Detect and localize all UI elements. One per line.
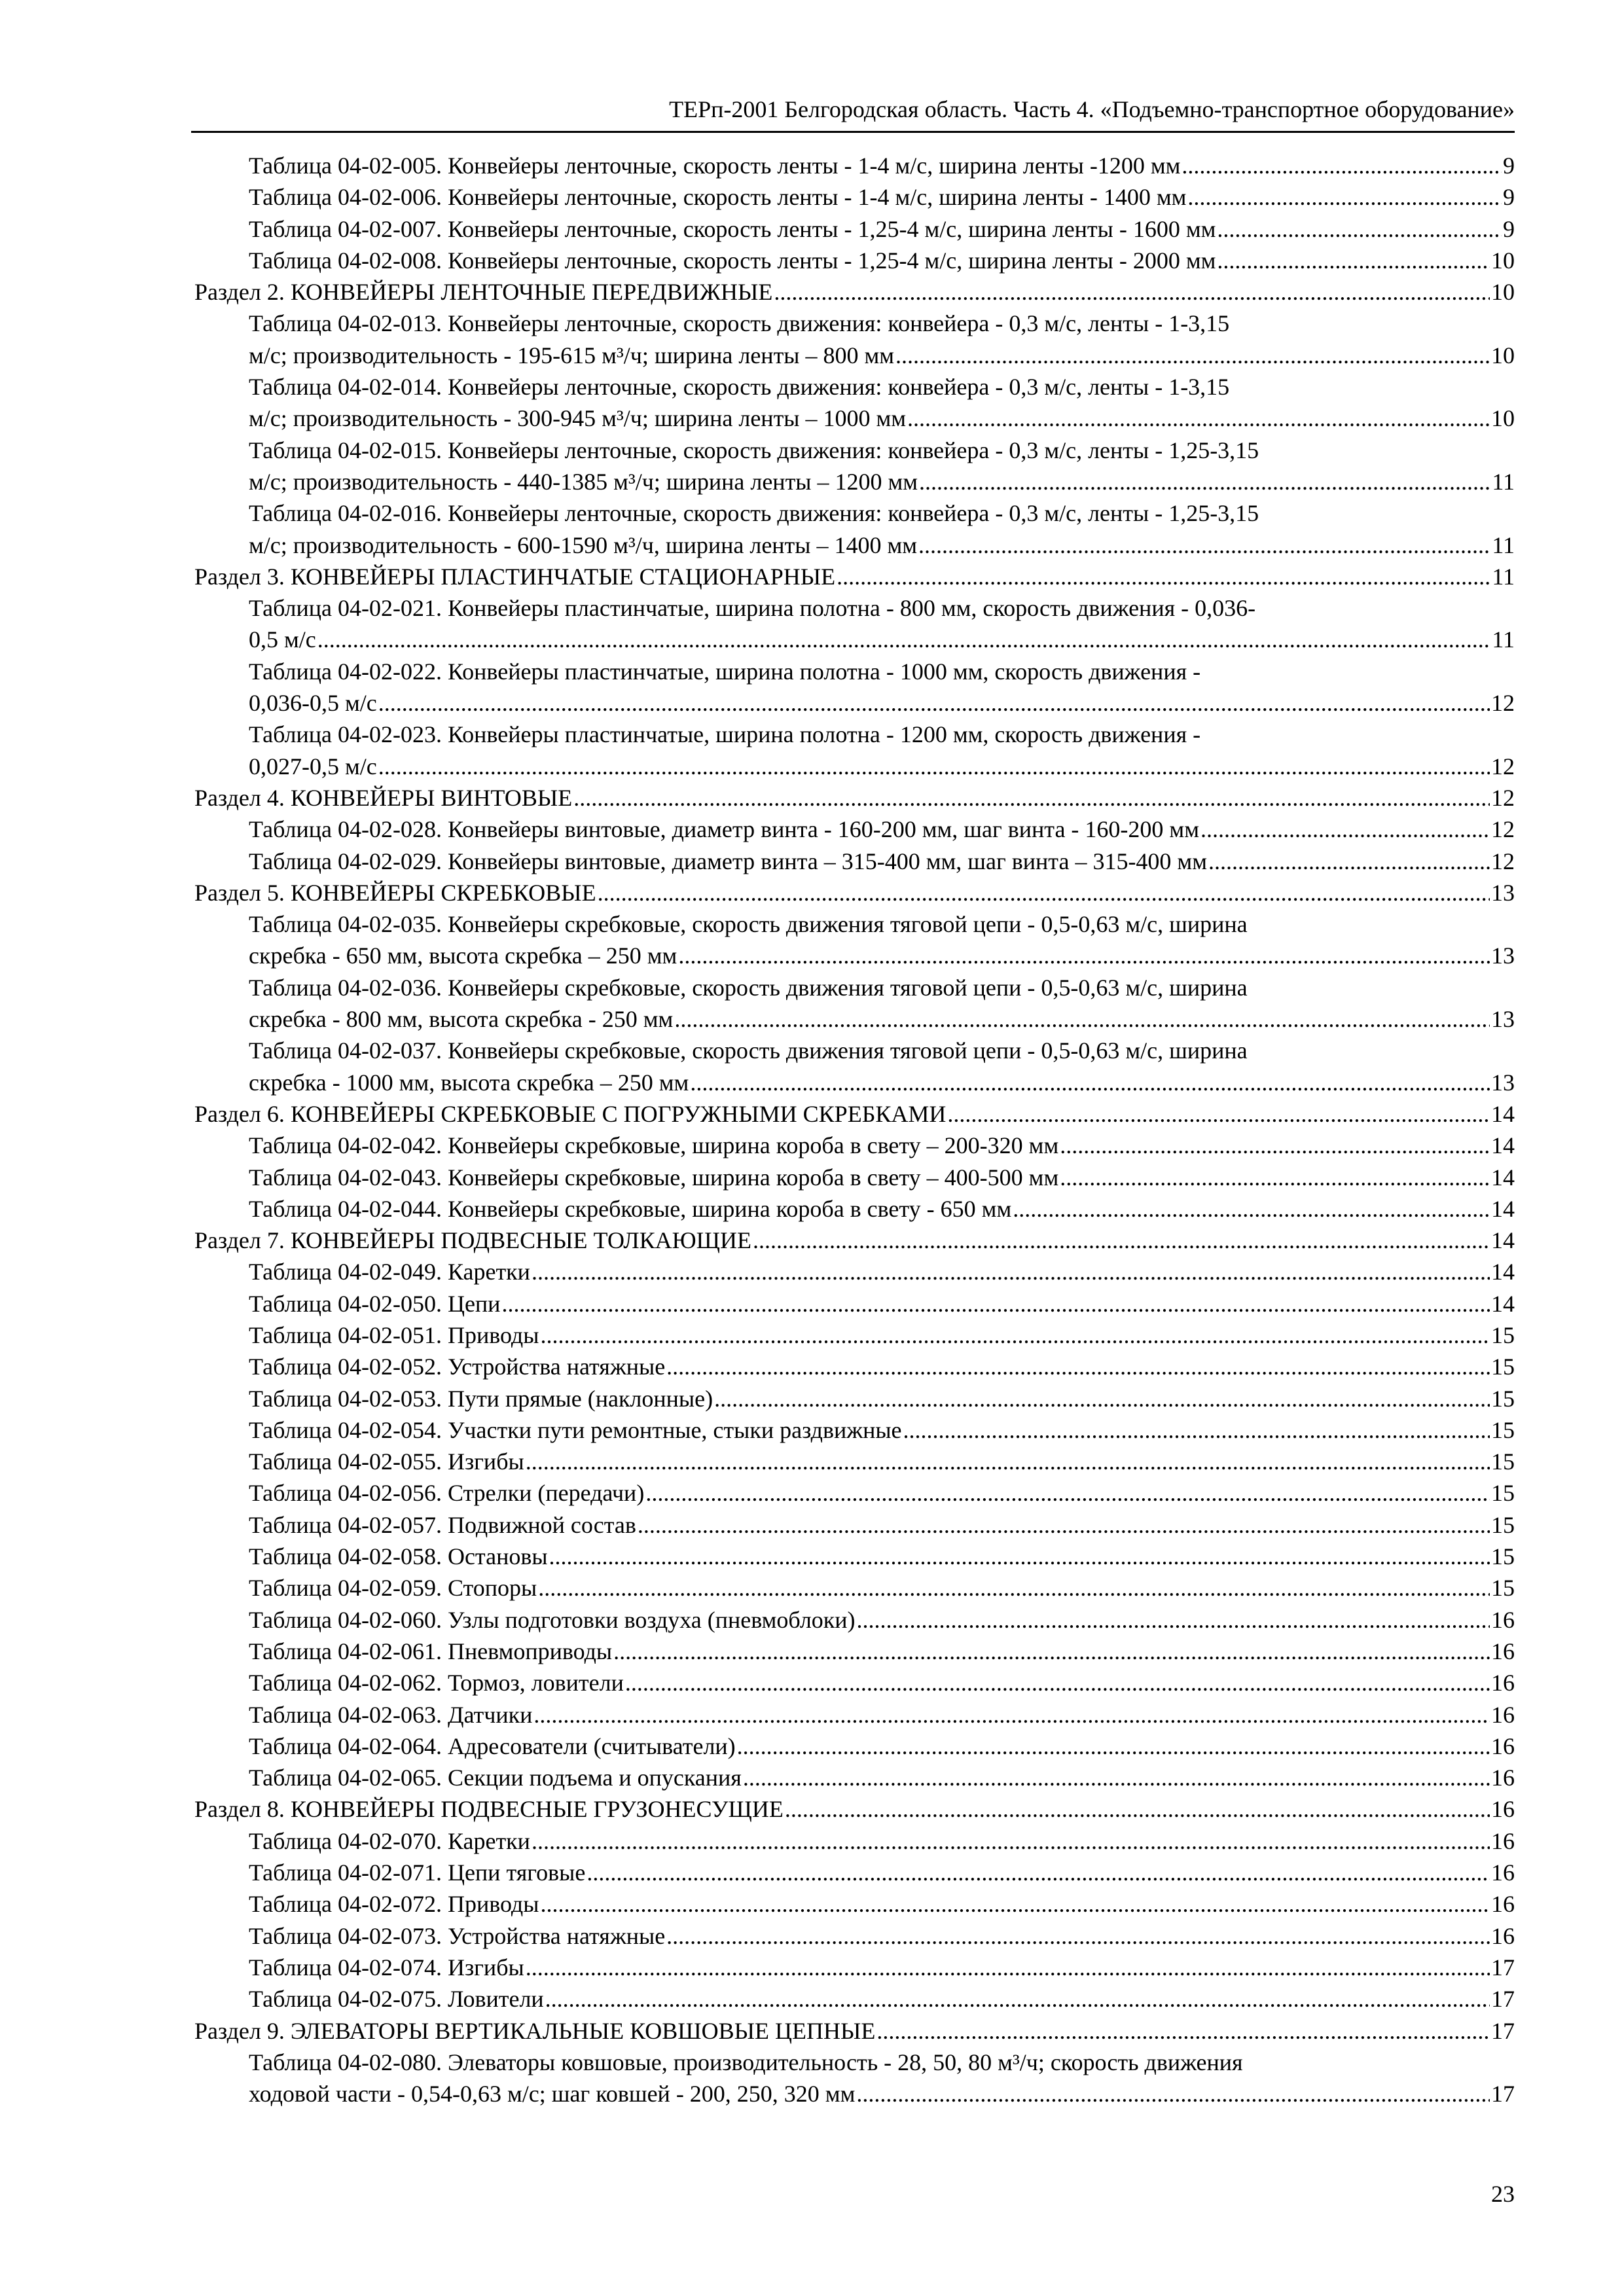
toc-page-number: 13 bbox=[1491, 1006, 1515, 1033]
toc-entry-last-line bbox=[249, 1509, 1515, 1541]
toc-page-number: 16 bbox=[1491, 1606, 1515, 1633]
toc-table-entry[interactable] bbox=[194, 245, 1515, 276]
running-header: ТЕРп-2001 Белгородская область. Часть 4. «Подъемно-транспортное оборудование» bbox=[669, 96, 1515, 122]
toc-entry-last-line bbox=[249, 466, 1515, 497]
toc-entry-last-line bbox=[249, 1477, 1515, 1509]
toc-entry-title: Таблица 04-02-075. Ловители bbox=[249, 1986, 544, 2013]
toc-table-entry[interactable] bbox=[194, 150, 1515, 181]
toc-entry-last-line bbox=[249, 1162, 1515, 1193]
toc-entry-title: Таблица 04-02-057. Подвижной состав bbox=[249, 1511, 636, 1538]
toc-table-entry[interactable] bbox=[194, 1825, 1515, 1857]
toc-page-number: 13 bbox=[1491, 942, 1515, 969]
toc-entry-last-line bbox=[249, 403, 1515, 434]
toc-entry-title: Таблица 04-02-056. Стрелки (передачи) bbox=[249, 1480, 645, 1507]
toc-entry-last-line bbox=[249, 1446, 1515, 1477]
toc-table-entry[interactable] bbox=[194, 656, 1515, 719]
toc-page-number: 10 bbox=[1491, 405, 1515, 432]
toc-entry-line: Таблица 04-02-035. Конвейеры скребковые, скорость движения тяговой цепи - 0,5-0,63 м/с, ширина bbox=[249, 911, 1248, 938]
dot-leader bbox=[532, 1256, 1490, 1287]
toc-table-entry[interactable] bbox=[194, 435, 1515, 498]
toc-table-entry[interactable] bbox=[194, 1130, 1515, 1161]
dot-leader bbox=[532, 1825, 1490, 1857]
toc-entry-title: Таблица 04-02-058. Остановы bbox=[249, 1543, 548, 1570]
toc-entry-title: Таблица 04-02-070. Каретки bbox=[249, 1827, 530, 1854]
toc-entry-title: Таблица 04-02-028. Конвейеры винтовые, диаметр винта - 160-200 мм, шаг винта - 160-200 мм bbox=[249, 816, 1199, 843]
dot-leader bbox=[895, 340, 1490, 371]
toc-page-number: 16 bbox=[1491, 1765, 1515, 1791]
toc-entry-last-line bbox=[249, 2078, 1515, 2109]
toc-table-entry[interactable] bbox=[194, 1288, 1515, 1319]
dot-leader bbox=[1187, 181, 1502, 213]
toc-table-entry[interactable] bbox=[194, 1857, 1515, 1888]
toc-entry-last-line bbox=[249, 1731, 1515, 1762]
toc-entry-last-line bbox=[249, 687, 1515, 719]
toc-entry-line: Таблица 04-02-015. Конвейеры ленточные, скорость движения: конвейера - 0,3 м/с, ленты - 1,25-3,15 bbox=[249, 437, 1259, 463]
dot-leader bbox=[907, 403, 1490, 434]
toc-table-entry[interactable] bbox=[194, 1636, 1515, 1667]
dot-leader bbox=[666, 1351, 1490, 1382]
toc-entry-line: Таблица 04-02-021. Конвейеры пластинчатые, ширина полотна - 800 мм, скорость движения - 0,036- bbox=[249, 595, 1256, 622]
toc-page-number: 17 bbox=[1491, 2017, 1515, 2044]
toc-entry-last-line bbox=[249, 1699, 1515, 1731]
toc-entry-title: Таблица 04-02-063. Датчики bbox=[249, 1701, 533, 1728]
toc-entry-last-line bbox=[249, 1604, 1515, 1636]
header-divider bbox=[191, 131, 1515, 133]
toc-page-number: 10 bbox=[1491, 279, 1515, 306]
toc-table-entry[interactable] bbox=[194, 371, 1515, 435]
toc-table-entry[interactable] bbox=[194, 1667, 1515, 1698]
dot-leader bbox=[526, 1446, 1490, 1477]
toc-entry-last-line bbox=[249, 846, 1515, 877]
toc-page-number: 9 bbox=[1503, 184, 1515, 211]
dot-leader bbox=[549, 1541, 1490, 1572]
toc-entry-last-line bbox=[249, 1383, 1515, 1414]
toc-table-entry[interactable] bbox=[194, 1414, 1515, 1446]
toc-page-number: 11 bbox=[1492, 626, 1515, 653]
toc-page-number: 10 bbox=[1491, 247, 1515, 274]
toc-page-number: 15 bbox=[1491, 1416, 1515, 1443]
toc-entry-last-line bbox=[249, 1130, 1515, 1161]
toc-entry-title: 0,5 м/с bbox=[249, 626, 316, 653]
toc-table-entry[interactable] bbox=[194, 1983, 1515, 2015]
toc-section-entry[interactable] bbox=[194, 1793, 1515, 1825]
dot-leader bbox=[714, 1383, 1490, 1414]
toc-table-entry[interactable] bbox=[194, 2047, 1515, 2110]
toc-entry-last-line bbox=[249, 1288, 1515, 1319]
toc-entry-title: Таблица 04-02-006. Конвейеры ленточные, скорость ленты - 1-4 м/с, ширина ленты - 1400 мм bbox=[249, 184, 1187, 211]
toc-table-entry[interactable] bbox=[194, 1762, 1515, 1793]
dot-leader bbox=[378, 751, 1490, 782]
toc-entry-title: Таблица 04-02-059. Стопоры bbox=[249, 1575, 537, 1602]
toc-page-number: 14 bbox=[1491, 1259, 1515, 1285]
toc-entry-line: Таблица 04-02-037. Конвейеры скребковые, скорость движения тяговой цепи - 0,5-0,63 м/с, ширина bbox=[249, 1037, 1248, 1064]
toc-table-entry[interactable] bbox=[194, 181, 1515, 213]
toc-entry-line: Таблица 04-02-013. Конвейеры ленточные, скорость движения: конвейера - 0,3 м/с, ленты - 1-3,15 bbox=[249, 310, 1230, 337]
toc-page-number: 14 bbox=[1491, 1227, 1515, 1254]
toc-entry-last-line bbox=[249, 814, 1515, 845]
toc-page-number: 16 bbox=[1491, 1922, 1515, 1949]
toc-entry-title: Раздел 2. КОНВЕЙЕРЫ ЛЕНТОЧНЫЕ ПЕРЕДВИЖНЫЕ bbox=[194, 279, 773, 306]
toc-page-number: 16 bbox=[1491, 1859, 1515, 1886]
toc-entry-title: Таблица 04-02-054. Участки пути ремонтные, стыки раздвижные bbox=[249, 1416, 902, 1443]
toc-page-number: 17 bbox=[1491, 2081, 1515, 2108]
toc-entry-last-line bbox=[249, 1067, 1515, 1098]
toc-table-entry[interactable] bbox=[194, 1731, 1515, 1762]
toc-entry-line: Таблица 04-02-022. Конвейеры пластинчатые, ширина полотна - 1000 мм, скорость движения - bbox=[249, 658, 1201, 685]
dot-leader bbox=[857, 1604, 1490, 1636]
toc-table-entry[interactable] bbox=[194, 1888, 1515, 1920]
dot-leader bbox=[573, 782, 1490, 814]
toc-page-number: 16 bbox=[1491, 1827, 1515, 1854]
dot-leader bbox=[1013, 1193, 1490, 1225]
dot-leader bbox=[774, 276, 1490, 308]
toc-page-number: 13 bbox=[1491, 879, 1515, 906]
dot-leader bbox=[1060, 1162, 1490, 1193]
toc-entry-last-line bbox=[249, 624, 1515, 655]
toc-entry-last-line bbox=[249, 1319, 1515, 1351]
toc-entry-last-line bbox=[249, 1256, 1515, 1287]
toc-table-entry[interactable] bbox=[194, 1920, 1515, 1952]
toc-entry-title: Таблица 04-02-051. Приводы bbox=[249, 1321, 539, 1348]
toc-table-entry[interactable] bbox=[194, 1351, 1515, 1382]
toc-entry-last-line bbox=[249, 181, 1515, 213]
dot-leader bbox=[876, 2015, 1490, 2047]
dot-leader bbox=[526, 1952, 1490, 1983]
toc-entry-last-line bbox=[249, 150, 1515, 181]
toc-entry-title: Таблица 04-02-072. Приводы bbox=[249, 1891, 539, 1918]
toc-entry-title: скребка - 800 мм, высота скребка - 250 мм bbox=[249, 1006, 674, 1033]
toc-entry-title: 0,027-0,5 м/с bbox=[249, 753, 377, 780]
toc-page-number: 11 bbox=[1492, 563, 1515, 590]
toc-page-number: 15 bbox=[1491, 1575, 1515, 1602]
toc-section-entry[interactable] bbox=[194, 782, 1515, 814]
toc-entry-last-line bbox=[249, 1825, 1515, 1857]
toc-entry-last-line bbox=[194, 877, 1515, 908]
dot-leader bbox=[598, 877, 1490, 908]
toc-entry-title: Таблица 04-02-008. Конвейеры ленточные, скорость ленты - 1,25-4 м/с, ширина ленты - 2000 мм bbox=[249, 247, 1216, 274]
toc-table-entry[interactable] bbox=[194, 908, 1515, 972]
toc-entry-title: Таблица 04-02-064. Адресователи (считыватели) bbox=[249, 1732, 736, 1759]
toc-entry-title: Таблица 04-02-044. Конвейеры скребковые, ширина короба в свету - 650 мм bbox=[249, 1195, 1012, 1222]
toc-entry-title: Таблица 04-02-042. Конвейеры скребковые, ширина короба в свету – 200-320 мм bbox=[249, 1132, 1059, 1159]
toc-entry-title: Раздел 4. КОНВЕЙЕРЫ ВИНТОВЫЕ bbox=[194, 784, 573, 811]
dot-leader bbox=[753, 1225, 1490, 1256]
toc-entry-last-line bbox=[249, 1762, 1515, 1793]
toc-page-number: 16 bbox=[1491, 1701, 1515, 1728]
toc-entry-title: Таблица 04-02-071. Цепи тяговые bbox=[249, 1859, 586, 1886]
dot-leader bbox=[586, 1857, 1490, 1888]
toc-table-entry[interactable] bbox=[194, 1541, 1515, 1572]
toc-section-entry[interactable] bbox=[194, 1225, 1515, 1256]
toc-entry-line: Таблица 04-02-016. Конвейеры ленточные, скорость движения: конвейера - 0,3 м/с, ленты - 1,25-3,15 bbox=[249, 500, 1259, 527]
toc-page-number: 16 bbox=[1491, 1732, 1515, 1759]
toc-section-entry[interactable] bbox=[194, 877, 1515, 908]
toc-entry-title: Раздел 6. КОНВЕЙЕРЫ СКРЕБКОВЫЕ С ПОГРУЖНЫМИ СКРЕБКАМИ bbox=[194, 1100, 947, 1127]
dot-leader bbox=[678, 940, 1490, 971]
toc-entry-last-line bbox=[249, 245, 1515, 276]
toc-entry-last-line bbox=[249, 1857, 1515, 1888]
toc-table-entry[interactable] bbox=[194, 1035, 1515, 1098]
dot-leader bbox=[1200, 814, 1490, 845]
dot-leader bbox=[1208, 846, 1490, 877]
dot-leader bbox=[737, 1731, 1490, 1762]
toc-page-number: 15 bbox=[1491, 1385, 1515, 1412]
toc-page-number: 16 bbox=[1491, 1796, 1515, 1823]
dot-leader bbox=[918, 529, 1490, 561]
toc-entry-title: Таблица 04-02-062. Тормоз, ловители bbox=[249, 1670, 624, 1696]
toc-entry-last-line bbox=[194, 782, 1515, 814]
toc-table-entry[interactable] bbox=[194, 1699, 1515, 1731]
toc-table-entry[interactable] bbox=[194, 719, 1515, 782]
toc-entry-last-line bbox=[249, 1636, 1515, 1667]
page-number: 23 bbox=[1491, 2181, 1515, 2207]
toc-entry-last-line bbox=[249, 1414, 1515, 1446]
toc-page-number: 9 bbox=[1503, 215, 1515, 242]
toc-entry-last-line bbox=[249, 1003, 1515, 1035]
toc-page-number: 14 bbox=[1491, 1195, 1515, 1222]
dot-leader bbox=[501, 1288, 1490, 1319]
toc-entry-title: Раздел 8. КОНВЕЙЕРЫ ПОДВЕСНЫЕ ГРУЗОНЕСУЩИЕ bbox=[194, 1796, 784, 1823]
toc-table-entry[interactable] bbox=[194, 592, 1515, 656]
dot-leader bbox=[638, 1509, 1490, 1541]
dot-leader bbox=[1217, 213, 1502, 245]
toc-entry-last-line bbox=[249, 1952, 1515, 1983]
toc-entry-last-line bbox=[249, 1983, 1515, 2015]
toc-page-number: 15 bbox=[1491, 1448, 1515, 1475]
toc-entry-last-line bbox=[249, 213, 1515, 245]
dot-leader bbox=[1060, 1130, 1490, 1161]
toc-table-entry[interactable] bbox=[194, 1477, 1515, 1509]
toc-entry-title: м/с; производительность - 600-1590 м³/ч, ширина ленты – 1400 мм bbox=[249, 531, 918, 558]
toc-entry-title: м/с; производительность - 195-615 м³/ч; ширина ленты – 800 мм bbox=[249, 342, 895, 368]
dot-leader bbox=[1217, 245, 1490, 276]
toc-entry-title: Таблица 04-02-043. Конвейеры скребковые, ширина короба в свету – 400-500 мм bbox=[249, 1164, 1059, 1191]
toc-entry-title: Таблица 04-02-061. Пневмоприводы bbox=[249, 1638, 613, 1664]
toc-table-entry[interactable] bbox=[194, 1193, 1515, 1225]
toc-entry-title: м/с; производительность - 440-1385 м³/ч; ширина ленты – 1200 мм bbox=[249, 468, 918, 495]
toc-entry-last-line bbox=[249, 1541, 1515, 1572]
toc-page-number: 15 bbox=[1491, 1321, 1515, 1348]
toc-entry-last-line bbox=[249, 940, 1515, 971]
toc-entry-line: Таблица 04-02-080. Элеваторы ковшовые, производительность - 28, 50, 80 м³/ч; скорость движения bbox=[249, 2049, 1243, 2075]
dot-leader bbox=[690, 1067, 1490, 1098]
toc-page-number: 16 bbox=[1491, 1638, 1515, 1664]
dot-leader bbox=[947, 1098, 1490, 1130]
toc-entry-title: Раздел 5. КОНВЕЙЕРЫ СКРЕБКОВЫЕ bbox=[194, 879, 596, 906]
dot-leader bbox=[533, 1699, 1490, 1731]
toc-table-entry[interactable] bbox=[194, 1952, 1515, 1983]
toc-entry-last-line bbox=[249, 1351, 1515, 1382]
toc-page-number: 11 bbox=[1492, 531, 1515, 558]
dot-leader bbox=[837, 561, 1490, 592]
toc-section-entry[interactable] bbox=[194, 276, 1515, 308]
toc-page-number: 16 bbox=[1491, 1891, 1515, 1918]
toc-table-entry[interactable] bbox=[194, 497, 1515, 561]
toc-entry-last-line bbox=[249, 751, 1515, 782]
dot-leader bbox=[1182, 150, 1502, 181]
dot-leader bbox=[540, 1888, 1490, 1920]
toc-entry-last-line bbox=[249, 1920, 1515, 1952]
toc-entry-line: Таблица 04-02-023. Конвейеры пластинчатые, ширина полотна - 1200 мм, скорость движения - bbox=[249, 721, 1201, 748]
dot-leader bbox=[903, 1414, 1490, 1446]
toc-table-entry[interactable] bbox=[194, 814, 1515, 845]
toc-entry-title: Таблица 04-02-055. Изгибы bbox=[249, 1448, 524, 1475]
dot-leader bbox=[645, 1477, 1490, 1509]
toc-entry-title: Таблица 04-02-029. Конвейеры винтовые, диаметр винта – 315-400 мм, шаг винта – 315-400 мм bbox=[249, 848, 1207, 874]
dot-leader bbox=[378, 687, 1490, 719]
toc-entry-title: скребка - 1000 мм, высота скребка – 250 мм bbox=[249, 1069, 689, 1096]
dot-leader bbox=[666, 1920, 1490, 1952]
toc-page-number: 12 bbox=[1491, 848, 1515, 874]
toc-page-number: 14 bbox=[1491, 1100, 1515, 1127]
toc-entry-last-line bbox=[194, 1793, 1515, 1825]
toc-table-entry[interactable] bbox=[194, 1446, 1515, 1477]
toc-entry-title: Таблица 04-02-050. Цепи bbox=[249, 1290, 501, 1317]
toc-entry-title: Таблица 04-02-053. Пути прямые (наклонные) bbox=[249, 1385, 713, 1412]
dot-leader bbox=[743, 1762, 1490, 1793]
toc-page-number: 12 bbox=[1491, 690, 1515, 717]
dot-leader bbox=[613, 1636, 1490, 1667]
toc-entry-title: Таблица 04-02-073. Устройства натяжные bbox=[249, 1922, 666, 1949]
toc-entry-last-line bbox=[249, 1572, 1515, 1604]
toc-table-entry[interactable] bbox=[194, 1604, 1515, 1636]
toc-page-number: 11 bbox=[1492, 468, 1515, 495]
toc-entry-title: Таблица 04-02-005. Конвейеры ленточные, скорость ленты - 1-4 м/с, ширина ленты -1200 мм bbox=[249, 152, 1181, 179]
toc-table-entry[interactable] bbox=[194, 1319, 1515, 1351]
toc-entry-last-line bbox=[249, 1193, 1515, 1225]
toc-page-number: 17 bbox=[1491, 1986, 1515, 2013]
toc-entry-title: Таблица 04-02-060. Узлы подготовки воздуха (пневмоблоки) bbox=[249, 1606, 856, 1633]
toc-page-number: 17 bbox=[1491, 1954, 1515, 1981]
toc-page-number: 12 bbox=[1491, 753, 1515, 780]
toc-entry-title: скребка - 650 мм, высота скребка – 250 мм bbox=[249, 942, 677, 969]
dot-leader bbox=[545, 1983, 1490, 2015]
toc-entry-title: Раздел 9. ЭЛЕВАТОРЫ ВЕРТИКАЛЬНЫЕ КОВШОВЫЕ ЦЕПНЫЕ bbox=[194, 2017, 876, 2044]
toc-section-entry[interactable] bbox=[194, 561, 1515, 592]
toc-entry-last-line bbox=[194, 1225, 1515, 1256]
dot-leader bbox=[785, 1793, 1490, 1825]
toc-page-number: 15 bbox=[1491, 1511, 1515, 1538]
toc-entry-title: Таблица 04-02-007. Конвейеры ленточные, скорость ленты - 1,25-4 м/с, ширина ленты - 1600 мм bbox=[249, 215, 1216, 242]
dot-leader bbox=[540, 1319, 1490, 1351]
toc-entry-last-line bbox=[194, 276, 1515, 308]
toc-entry-title: Таблица 04-02-074. Изгибы bbox=[249, 1954, 524, 1981]
toc-entry-last-line bbox=[249, 529, 1515, 561]
toc-entry-last-line bbox=[194, 561, 1515, 592]
dot-leader bbox=[538, 1572, 1490, 1604]
toc-entry-title: 0,036-0,5 м/с bbox=[249, 690, 377, 717]
table-of-contents bbox=[194, 150, 1515, 2109]
toc-page-number: 15 bbox=[1491, 1543, 1515, 1570]
toc-entry-title: ходовой части - 0,54-0,63 м/с; шаг ковшей - 200, 250, 320 мм bbox=[249, 2081, 856, 2108]
toc-entry-last-line bbox=[249, 1888, 1515, 1920]
dot-leader bbox=[317, 624, 1491, 655]
toc-entry-last-line bbox=[194, 2015, 1515, 2047]
toc-entry-title: Таблица 04-02-052. Устройства натяжные bbox=[249, 1354, 666, 1380]
toc-table-entry[interactable] bbox=[194, 213, 1515, 245]
toc-entry-last-line bbox=[249, 1667, 1515, 1698]
toc-table-entry[interactable] bbox=[194, 846, 1515, 877]
toc-table-entry[interactable] bbox=[194, 1162, 1515, 1193]
toc-table-entry[interactable] bbox=[194, 1383, 1515, 1414]
dot-leader bbox=[856, 2078, 1490, 2109]
dot-leader bbox=[919, 466, 1490, 497]
toc-entry-line: Таблица 04-02-036. Конвейеры скребковые, скорость движения тяговой цепи - 0,5-0,63 м/с, ширина bbox=[249, 974, 1248, 1001]
toc-entry-line: Таблица 04-02-014. Конвейеры ленточные, скорость движения: конвейера - 0,3 м/с, ленты - 1-3,15 bbox=[249, 374, 1230, 401]
toc-page-number: 14 bbox=[1491, 1164, 1515, 1191]
toc-section-entry[interactable] bbox=[194, 1098, 1515, 1130]
toc-page-number: 9 bbox=[1503, 152, 1515, 179]
dot-leader bbox=[625, 1667, 1490, 1698]
toc-table-entry[interactable] bbox=[194, 1256, 1515, 1287]
toc-entry-title: Таблица 04-02-049. Каретки bbox=[249, 1259, 530, 1285]
toc-page-number: 14 bbox=[1491, 1132, 1515, 1159]
toc-table-entry[interactable] bbox=[194, 1572, 1515, 1604]
toc-page-number: 12 bbox=[1491, 816, 1515, 843]
toc-entry-last-line bbox=[249, 340, 1515, 371]
toc-entry-last-line bbox=[194, 1098, 1515, 1130]
toc-entry-title: Таблица 04-02-065. Секции подъема и опускания bbox=[249, 1765, 742, 1791]
toc-page-number: 15 bbox=[1491, 1480, 1515, 1507]
toc-entry-title: Раздел 7. КОНВЕЙЕРЫ ПОДВЕСНЫЕ ТОЛКАЮЩИЕ bbox=[194, 1227, 751, 1254]
toc-page-number: 10 bbox=[1491, 342, 1515, 368]
toc-section-entry[interactable] bbox=[194, 2015, 1515, 2047]
toc-page-number: 15 bbox=[1491, 1354, 1515, 1380]
toc-page-number: 12 bbox=[1491, 784, 1515, 811]
toc-entry-title: м/с; производительность - 300-945 м³/ч; ширина ленты – 1000 мм bbox=[249, 405, 907, 432]
toc-page-number: 13 bbox=[1491, 1069, 1515, 1096]
toc-table-entry[interactable] bbox=[194, 308, 1515, 371]
dot-leader bbox=[674, 1003, 1490, 1035]
toc-table-entry[interactable] bbox=[194, 1509, 1515, 1541]
toc-entry-title: Раздел 3. КОНВЕЙЕРЫ ПЛАСТИНЧАТЫЕ СТАЦИОНАРНЫЕ bbox=[194, 563, 836, 590]
toc-table-entry[interactable] bbox=[194, 972, 1515, 1035]
toc-page-number: 16 bbox=[1491, 1670, 1515, 1696]
toc-page-number: 14 bbox=[1491, 1290, 1515, 1317]
